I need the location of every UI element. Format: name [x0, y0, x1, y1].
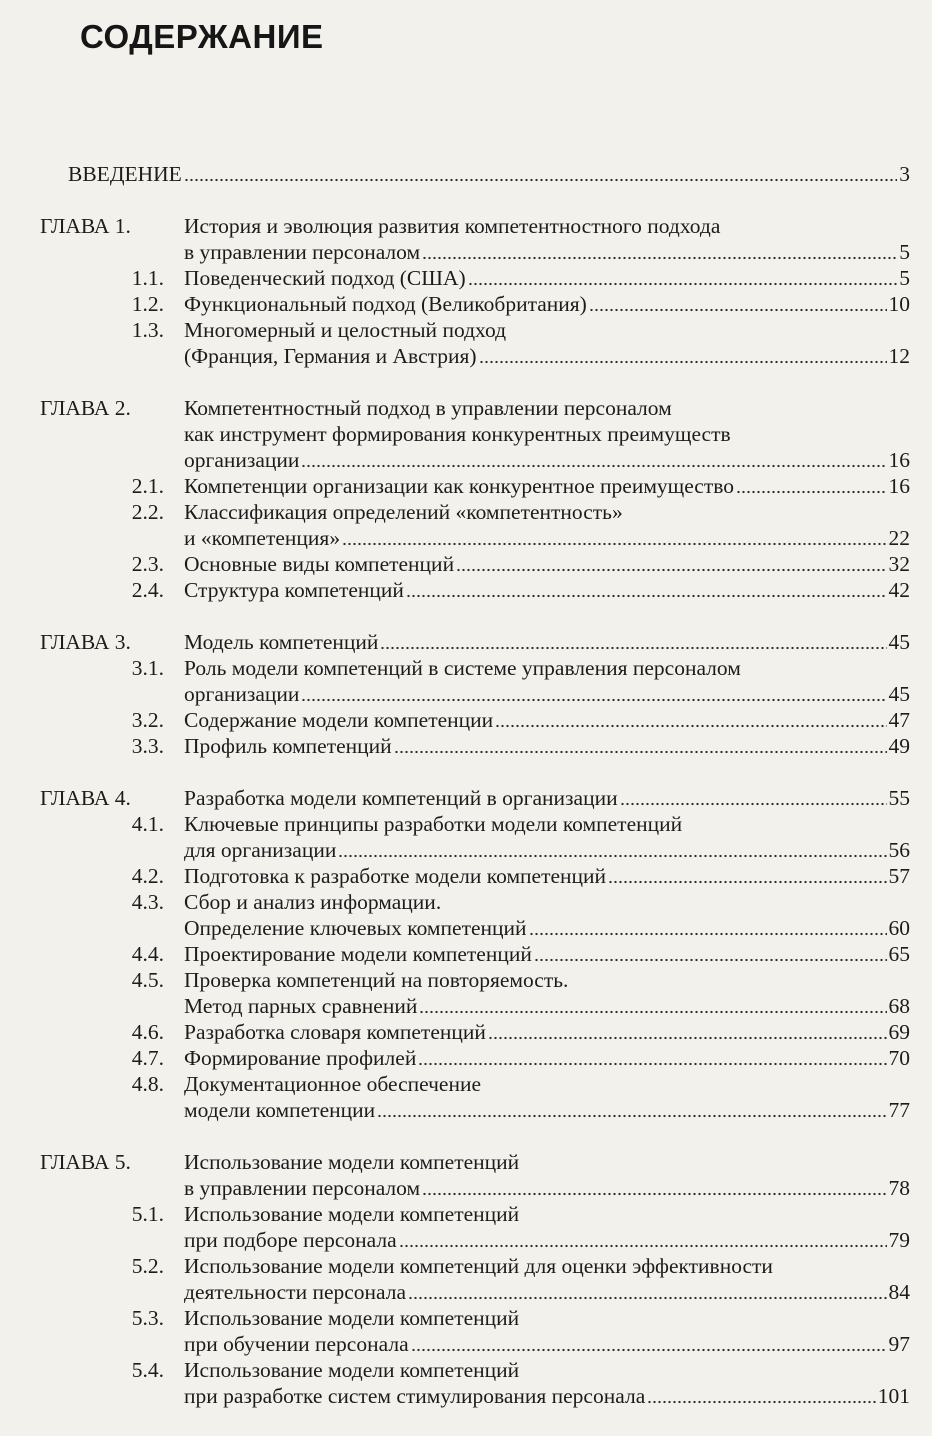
page-number: 12: [888, 344, 910, 368]
dot-leader: [419, 1010, 886, 1014]
toc-line: [0, 420, 932, 448]
entry-title: организации: [184, 448, 300, 472]
entry-title: Роль модели компетенций в системе управления персоналом: [184, 656, 741, 680]
section-number: 5.4.: [131, 1358, 164, 1382]
entry-title: Классификация определений «компетентность»: [184, 500, 623, 524]
toc-line: [0, 394, 932, 422]
dot-leader: [394, 750, 887, 754]
entry-title: Проверка компетенций на повторяемость.: [184, 968, 569, 992]
chapter-number: ГЛАВА 1.: [40, 214, 131, 238]
section-number: 4.8.: [131, 1072, 164, 1096]
page-number: 5: [899, 240, 910, 264]
entry-title: Использование модели компетенций: [184, 1202, 520, 1226]
section-number: 4.4.: [131, 942, 164, 966]
dot-leader: [301, 698, 886, 702]
page-number: 84: [888, 1280, 910, 1304]
entry-title: Документационное обеспечение: [184, 1072, 482, 1096]
page-number: 79: [888, 1228, 910, 1252]
page-number: 65: [888, 942, 910, 966]
entry-title: Сбор и анализ информации.: [184, 890, 442, 914]
entry-title: Использование модели компетенций: [184, 1306, 520, 1330]
dot-leader: [647, 1400, 876, 1404]
entry-title: как инструмент формирования конкурентных преимуществ: [184, 422, 731, 446]
toc-line: [0, 940, 932, 968]
page-number: 101: [877, 1384, 910, 1408]
toc-line: [0, 1252, 932, 1280]
toc-line: [0, 160, 932, 188]
chapter-number: ГЛАВА 3.: [40, 630, 131, 654]
toc-line: [0, 836, 932, 864]
section-number: 1.1.: [131, 266, 164, 290]
page-number: 60: [888, 916, 910, 940]
entry-title: Подготовка к разработке модели компетенций: [184, 864, 607, 888]
entry-title: Модель компетенций: [184, 630, 379, 654]
page-number: 78: [888, 1176, 910, 1200]
chapter-number: ГЛАВА 4.: [40, 786, 131, 810]
toc-line: [0, 524, 932, 552]
toc-line: [0, 1356, 932, 1384]
section-number: 4.7.: [131, 1046, 164, 1070]
section-number: 2.2.: [131, 500, 164, 524]
section-number: 1.3.: [131, 318, 164, 342]
dot-leader: [301, 464, 886, 468]
toc-line: [0, 1174, 932, 1202]
section-number: 2.4.: [131, 578, 164, 602]
dot-leader: [380, 646, 886, 650]
dot-leader: [620, 802, 887, 806]
section-number: 3.2.: [131, 708, 164, 732]
toc-line: [0, 212, 932, 240]
toc-line: [0, 316, 932, 344]
page-number: 45: [888, 630, 910, 654]
toc-line: [0, 1044, 932, 1072]
toc-line: [0, 1096, 932, 1124]
page-number: 16: [888, 448, 910, 472]
toc-line: [0, 264, 932, 292]
toc-line: [0, 680, 932, 708]
dot-leader: [479, 360, 887, 364]
toc-line: [0, 784, 932, 812]
dot-leader: [411, 1348, 887, 1352]
page-number: 49: [888, 734, 910, 758]
toc-line: [0, 1070, 932, 1098]
toc-line: [0, 1148, 932, 1176]
page-number: 69: [888, 1020, 910, 1044]
section-number: 5.1.: [131, 1202, 164, 1226]
page-number: 55: [888, 786, 910, 810]
dot-leader: [589, 308, 887, 312]
toc-line: [0, 654, 932, 682]
page-number: 57: [888, 864, 910, 888]
toc-line: [0, 628, 932, 656]
toc-line: [0, 1304, 932, 1332]
page-number: 56: [888, 838, 910, 862]
page-number: 16: [888, 474, 910, 498]
entry-title: Компетенции организации как конкурентное преимущество: [184, 474, 735, 498]
entry-title: Структура компетенций: [184, 578, 404, 602]
entry-title: Проектирование модели компетенций: [184, 942, 532, 966]
entry-title: Содержание модели компетенции: [184, 708, 494, 732]
entry-title: Использование модели компетенций для оценки эффективности: [184, 1254, 773, 1278]
toc-line: [0, 342, 932, 370]
chapter-number: ГЛАВА 2.: [40, 396, 131, 420]
entry-title: при разработке систем стимулирования персонала: [184, 1384, 646, 1408]
toc-line: [0, 888, 932, 916]
entry-title: Профиль компетенций: [184, 734, 392, 758]
dot-leader: [422, 256, 897, 260]
entry-title: модели компетенции: [184, 1098, 376, 1122]
entry-title: при обучении персонала: [184, 1332, 409, 1356]
section-number: 4.1.: [131, 812, 164, 836]
page-number: 10: [888, 292, 910, 316]
dot-leader: [422, 1192, 886, 1196]
entry-title: История и эволюция развития компетентностного подхода: [184, 214, 721, 238]
dot-leader: [488, 1036, 887, 1040]
entry-title: Использование модели компетенций: [184, 1150, 520, 1174]
entry-title: Формирование профилей: [184, 1046, 417, 1070]
entry-title: в управлении персоналом: [184, 1176, 421, 1200]
entry-title: Метод парных сравнений: [184, 994, 418, 1018]
toc-line: [0, 914, 932, 942]
page-number: 42: [888, 578, 910, 602]
toc-line: [0, 706, 932, 734]
dot-leader: [534, 958, 887, 962]
entry-title: Использование модели компетенций: [184, 1358, 520, 1382]
section-number: 3.1.: [131, 656, 164, 680]
toc-line: [0, 992, 932, 1020]
toc-line: [0, 550, 932, 578]
page-number: 70: [888, 1046, 910, 1070]
entry-title: Разработка словаря компетенций: [184, 1020, 486, 1044]
page-number: 32: [888, 552, 910, 576]
toc-line: [0, 1018, 932, 1046]
dot-leader: [468, 282, 898, 286]
entry-title: организации: [184, 682, 300, 706]
toc-line: [0, 290, 932, 318]
dot-leader: [406, 594, 887, 598]
dot-leader: [184, 178, 897, 182]
page-number: 77: [888, 1098, 910, 1122]
dot-leader: [408, 1296, 886, 1300]
entry-title: Компетентностный подход в управлении персоналом: [184, 396, 672, 420]
section-number: 3.3.: [131, 734, 164, 758]
toc-line: [0, 576, 932, 604]
dot-leader: [495, 724, 886, 728]
toc-line: [0, 1200, 932, 1228]
page-number: 3: [899, 162, 910, 186]
entry-title: Определение ключевых компетенций: [184, 916, 527, 940]
page-title: СОДЕРЖАНИЕ: [80, 18, 324, 55]
entry-title: Поведенческий подход (США): [184, 266, 466, 290]
entry-title: и «компетенция»: [184, 526, 341, 550]
dot-leader: [456, 568, 886, 572]
toc-line: [0, 862, 932, 890]
entry-title: Многомерный и целостный подход: [184, 318, 507, 342]
toc-line: [0, 498, 932, 526]
entry-title: в управлении персоналом: [184, 240, 421, 264]
entry-title: для организации: [184, 838, 337, 862]
entry-title: Функциональный подход (Великобритания): [184, 292, 587, 316]
dot-leader: [338, 854, 886, 858]
page-number: 47: [888, 708, 910, 732]
toc-line: [0, 732, 932, 760]
toc-line: [0, 238, 932, 266]
section-number: 4.5.: [131, 968, 164, 992]
section-number: 5.3.: [131, 1306, 164, 1330]
dot-leader: [377, 1114, 886, 1118]
section-number: 4.2.: [131, 864, 164, 888]
toc-line: [0, 1226, 932, 1254]
toc-line: [0, 446, 932, 474]
chapter-number: ГЛАВА 5.: [40, 1150, 131, 1174]
section-number: 4.6.: [131, 1020, 164, 1044]
toc-line: [0, 810, 932, 838]
dot-leader: [529, 932, 887, 936]
toc-line: [0, 472, 932, 500]
entry-title: ВВЕДЕНИЕ: [68, 162, 182, 186]
dot-leader: [736, 490, 886, 494]
page-number: 5: [899, 266, 910, 290]
section-number: 1.2.: [131, 292, 164, 316]
section-number: 5.2.: [131, 1254, 164, 1278]
toc-line: [0, 966, 932, 994]
page-number: 97: [888, 1332, 910, 1356]
section-number: 4.3.: [131, 890, 164, 914]
entry-title: при подборе персонала: [184, 1228, 397, 1252]
section-number: 2.1.: [131, 474, 164, 498]
page-number: 22: [888, 526, 910, 550]
section-number: 2.3.: [131, 552, 164, 576]
page-number: 68: [888, 994, 910, 1018]
dot-leader: [342, 542, 886, 546]
entry-title: (Франция, Германия и Австрия): [184, 344, 477, 368]
entry-title: деятельности персонала: [184, 1280, 407, 1304]
dot-leader: [399, 1244, 887, 1248]
dot-leader: [608, 880, 886, 884]
toc-line: [0, 1382, 932, 1410]
entry-title: Разработка модели компетенций в организации: [184, 786, 618, 810]
toc-line: [0, 1330, 932, 1358]
entry-title: Ключевые принципы разработки модели компетенций: [184, 812, 683, 836]
page-number: 45: [888, 682, 910, 706]
toc-line: [0, 1278, 932, 1306]
dot-leader: [418, 1062, 886, 1066]
entry-title: Основные виды компетенций: [184, 552, 455, 576]
